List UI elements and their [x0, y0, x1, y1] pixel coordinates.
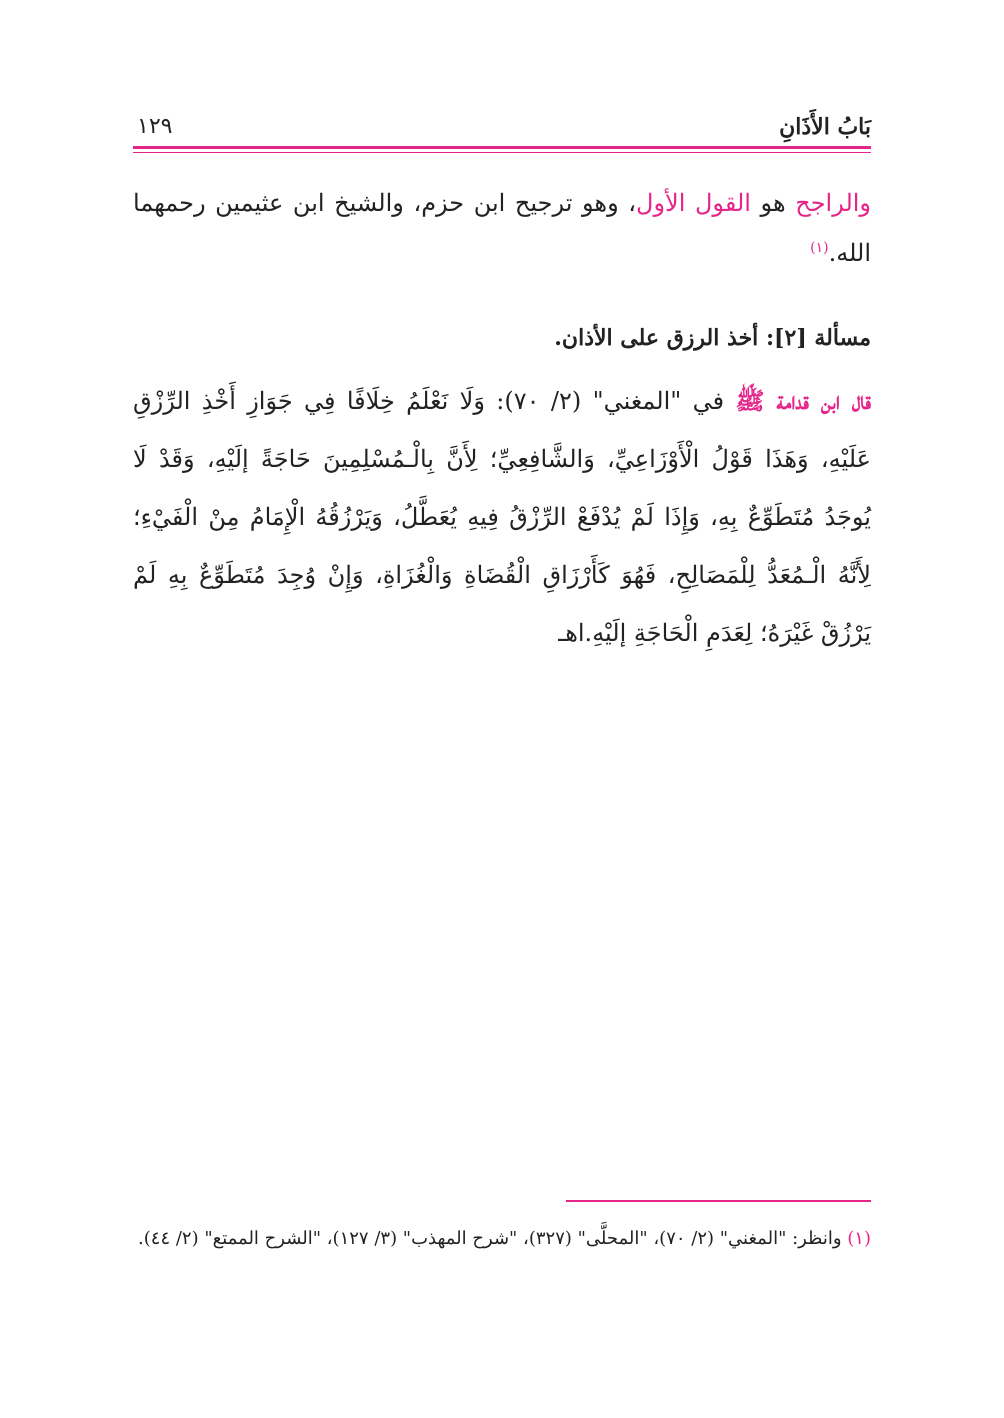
quoted-scholar: قال ابن قدامة ﷺ	[735, 386, 872, 415]
header-rule-thin	[133, 152, 871, 153]
footnote-item	[133, 1222, 871, 1256]
quote-text: في "المغني" (٢/ ٧٠): وَلَا نَعْلَمُ خِلَافًا فِي جَوَازِ أَخْذِ الرِّزْقِ عَلَيْهِ، وَهَذَا قَوْلُ الْأَوْزَاعِيِّ، وَالشَّافِعِيِّ؛ لِأَنَّ بِالْـمُسْلِمِينَ حَاجَةً إلَيْهِ، وَقَدْ لَا يُوجَدُ مُتَطَوِّعٌ بِهِ، وَإِذَا لَمْ يُدْفَعْ الرِّزْقُ فِيهِ يُعَطَّلُ، وَيَرْزُقُهُ الْإِمَامُ مِنْ الْفَيْءِ؛ لِأَنَّهُ الْـمُعَدُّ لِلْمَصَالِحِ، فَهُوَ كَأَرْزَاقِ الْقُضَاةِ وَالْغُزَاةِ، وَإِنْ وُجِدَ مُتَطَوِّعٌ بِهِ لَمْ يَرْزُقْ غَيْرَهُ؛ لِعَدَمِ الْحَاجَةِ إلَيْهِ.اهـ	[133, 387, 872, 647]
footnote-marker: (١)	[847, 1228, 871, 1249]
page-number: ١٢٩	[137, 114, 173, 139]
paragraph-quote	[133, 372, 871, 662]
footnotes	[133, 1222, 871, 1256]
paragraph-text: ، وهو ترجيح ابن حزم، والشيخ ابن عثيمين رحمهما الله.	[133, 189, 871, 267]
header-rule-thick	[133, 146, 871, 149]
issue-heading	[133, 318, 871, 358]
paragraph-text: هو	[750, 189, 796, 217]
footnote-reference[interactable]: (١)	[810, 240, 829, 256]
paragraph-preferred-opinion	[133, 178, 871, 278]
page-header	[133, 110, 871, 146]
paragraph-lead: والراجح	[795, 189, 872, 217]
issue-heading-text: مسألة [٢]: أخذ الرزق على الأذان.	[554, 325, 871, 351]
first-opinion-label: القول الأول	[636, 189, 751, 217]
footnote-separator	[566, 1200, 871, 1202]
footnote-text: وانظر: "المغني" (٢/ ٧٠)، "المحلَّى" (٣٢٧)، "شرح المهذب" (٣/ ١٢٧)، "الشرح الممتع" (٢/ ٤٤).	[138, 1228, 848, 1249]
chapter-title: بَابُ الأَذَانِ	[779, 114, 871, 140]
